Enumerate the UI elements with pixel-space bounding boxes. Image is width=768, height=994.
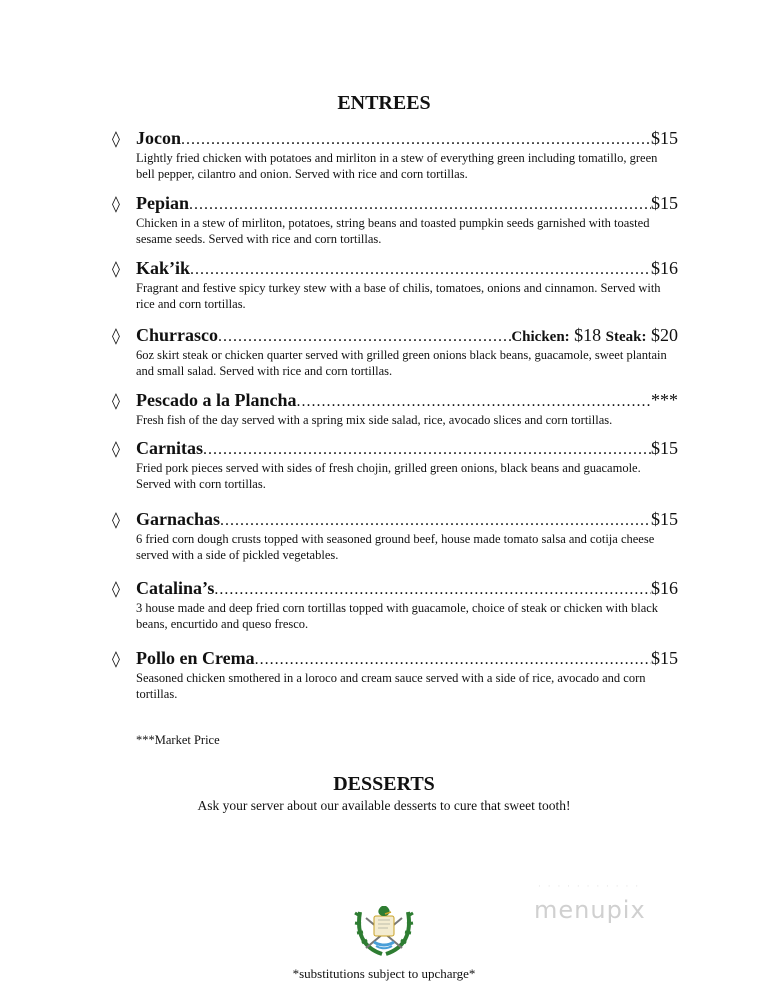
item-name: Carnitas	[136, 438, 203, 458]
diamond-bullet-icon: ◊	[112, 439, 120, 458]
diamond-bullet-icon: ◊	[112, 579, 120, 598]
menu-item-pepian	[112, 193, 678, 247]
steak-price: $20	[651, 325, 678, 345]
item-name: Catalina’s	[136, 578, 215, 598]
menu-item-pescado	[112, 390, 678, 428]
desserts-note: Ask your server about our available desserts to cure that sweet tooth!	[197, 798, 571, 813]
item-price: $16	[651, 578, 678, 598]
menu-item-catalinas	[112, 578, 678, 632]
diamond-bullet-icon: ◊	[112, 194, 120, 213]
menu-item-carnitas	[112, 438, 678, 492]
dot-leader	[297, 393, 652, 411]
menu-item-pollo-en-crema	[112, 648, 678, 702]
item-price: $15	[651, 438, 678, 458]
substitutions-note: *substitutions subject to upcharge*	[292, 966, 476, 981]
item-price: $15	[651, 128, 678, 148]
entrees-heading: ENTREES	[337, 92, 431, 114]
item-name: Garnachas	[136, 509, 221, 529]
item-name: Pescado a la Plancha	[136, 390, 297, 410]
item-description: 6 fried corn dough crusts topped with seasoned ground beef, house made tomato salsa and cotija cheese served with a side of pickled vegetables.	[136, 532, 655, 562]
diamond-bullet-icon: ◊	[112, 391, 120, 410]
item-description: Fragrant and festive spicy turkey stew with a base of chilis, tomatoes, onions and cinnamon. Served with rice and corn tortillas.	[136, 281, 661, 311]
diamond-bullet-icon: ◊	[112, 326, 120, 345]
item-price	[511, 325, 678, 346]
watermark-tagline: · · · · · · · · · · ·	[538, 882, 641, 892]
dot-leader	[189, 196, 651, 214]
dot-leader	[220, 512, 651, 530]
item-name: Churrasco	[136, 325, 218, 345]
dot-leader	[190, 261, 651, 279]
chicken-price: $18	[574, 325, 602, 345]
diamond-bullet-icon: ◊	[112, 649, 120, 668]
item-price: ***	[651, 390, 678, 410]
menu-item-kakik	[112, 258, 678, 312]
dot-leader	[218, 328, 511, 346]
watermark-logo: menupix	[534, 896, 646, 924]
guatemala-coat-of-arms-icon	[352, 898, 416, 956]
dot-leader	[214, 581, 651, 599]
item-name: Jocon	[136, 128, 181, 148]
item-price: $15	[651, 509, 678, 529]
item-name: Kak’ik	[136, 258, 191, 278]
diamond-bullet-icon: ◊	[112, 510, 120, 529]
item-description: 3 house made and deep fried corn tortillas topped with guacamole, choice of steak or chicken with black beans, encurtido and queso fresco.	[136, 601, 659, 631]
item-description: Lightly fried chicken with potatoes and mirliton in a stew of everything green including tomatillo, green bell pepper, cilantro and onion. Served with rice and corn tortillas.	[136, 151, 658, 181]
chicken-price-label: Chicken:	[511, 329, 570, 345]
dot-leader	[181, 131, 651, 149]
steak-price-label: Steak:	[605, 329, 647, 345]
menupix-watermark	[528, 882, 678, 932]
dot-leader	[255, 651, 651, 669]
menu-item-jocon	[112, 128, 678, 182]
menu-item-churrasco	[112, 325, 678, 379]
dot-leader	[203, 441, 651, 459]
item-price: $15	[651, 193, 678, 213]
item-name: Pollo en Crema	[136, 648, 255, 668]
item-description: 6oz skirt steak or chicken quarter served with grilled green onions black beans, guacamole, sweet plantain and small salad. Served with rice and corn tortillas.	[136, 348, 667, 378]
market-price-note: ***Market Price	[136, 733, 220, 747]
item-description: Seasoned chicken smothered in a loroco and cream sauce served with a side of rice, avocado and corn tortillas.	[136, 671, 646, 701]
item-price: $16	[651, 258, 678, 278]
menu-item-garnachas	[112, 509, 678, 563]
item-description: Fresh fish of the day served with a spring mix side salad, rice, avocado slices and corn tortillas.	[136, 413, 613, 427]
item-name: Pepian	[136, 193, 190, 213]
desserts-heading: DESSERTS	[333, 773, 435, 795]
item-price: $15	[651, 648, 678, 668]
item-description: Fried pork pieces served with sides of fresh chojin, grilled green onions, black beans and guacamole. Served with corn tortillas.	[136, 461, 641, 491]
diamond-bullet-icon: ◊	[112, 259, 120, 278]
diamond-bullet-icon: ◊	[112, 129, 120, 148]
item-description: Chicken in a stew of mirliton, potatoes, string beans and toasted pumpkin seeds garnished with toasted sesame seeds. Served with rice and corn tortillas.	[136, 216, 650, 246]
